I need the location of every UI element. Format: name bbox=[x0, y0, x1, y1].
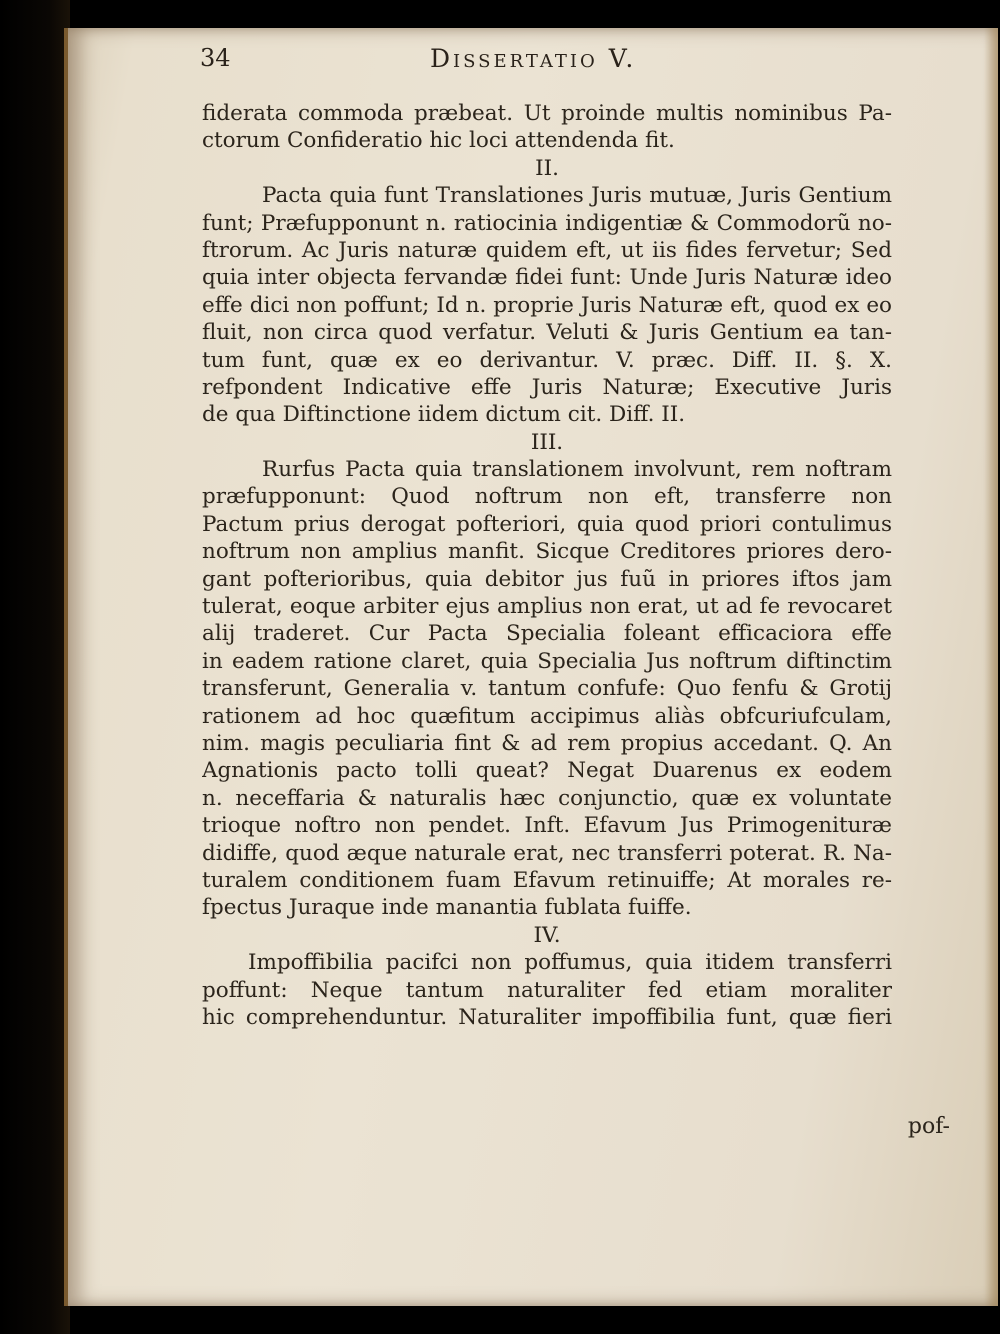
body-text bbox=[202, 100, 892, 1031]
text-line: hic comprehenduntur. Naturaliter impoffibilia funt, quæ fieri bbox=[202, 1004, 892, 1030]
text-line: Rurfus Pacta quia translationem involvunt, rem noftram bbox=[262, 457, 892, 483]
text-line: ctorum Confideratio hic loci attendenda fit. bbox=[202, 128, 675, 154]
text-line: fluit, non circa quod verfatur. Veluti & Juris Gentium ea tan- bbox=[202, 320, 892, 346]
text-line: noftrum non amplius manfit. Sicque Creditores priores dero- bbox=[202, 539, 892, 565]
section-number: III. bbox=[530, 429, 564, 455]
section-number: II. bbox=[535, 155, 559, 181]
text-line: Pactum prius derogat pofteriori, quia quod priori contulimus bbox=[202, 511, 892, 537]
text-line: funt; Præfupponunt n. ratiocinia indigentiæ & Commodorũ no- bbox=[202, 210, 892, 236]
text-line: transferunt, Generalia v. tantum confufe: Quo fenfu & Grotij bbox=[202, 676, 892, 702]
section-number: IV. bbox=[533, 922, 561, 948]
text-line: refpondent Indicative effe Juris Naturæ; Executive Juris bbox=[202, 374, 892, 400]
text-line: præfupponunt: Quod noftrum non eft, transferre non bbox=[202, 484, 892, 510]
text-line: Impoffibilia pacifci non poffumus, quia itidem transferri bbox=[248, 950, 892, 976]
text-line: trioque noftro non pendet. Inft. Efavum Jus Primogenituræ bbox=[202, 813, 892, 839]
text-line: rationem ad hoc quæfitum accipimus aliàs obfcuriufculam, bbox=[202, 703, 892, 729]
text-line: n. neceffaria & naturalis hæc conjunctio, quæ ex voluntate bbox=[202, 785, 892, 811]
text-line: tulerat, eoque arbiter ejus amplius non erat, ut ad fe revocaret bbox=[202, 594, 892, 620]
text-line: quia inter objecta fervandæ fidei funt: Unde Juris Naturæ ideo bbox=[202, 265, 892, 291]
text-line: turalem conditionem fuam Efavum retinuiffe; At morales re- bbox=[202, 867, 892, 893]
text-line: ftrorum. Ac Juris naturæ quidem eft, ut iis fides fervetur; Sed bbox=[202, 237, 892, 263]
text-line: fpectus Juraque inde manantia fublata fuiffe. bbox=[202, 895, 692, 921]
page-number: 34 bbox=[200, 44, 231, 72]
text-line: alij traderet. Cur Pacta Specialia foleant efficaciora effe bbox=[202, 621, 892, 647]
text-line: nim. magis peculiaria fint & ad rem propius accedant. Q. An bbox=[202, 730, 892, 756]
text-line: de qua Diftinctione iidem dictum cit. Diff. II. bbox=[202, 402, 686, 428]
text-line: gant pofterioribus, quia debitor jus fuũ in priores iftos jam bbox=[202, 566, 892, 592]
page-header bbox=[200, 44, 820, 84]
text-line: tum funt, quæ ex eo derivantur. V. præc. Diff. II. §. X. bbox=[202, 347, 892, 373]
catchword: pof- bbox=[907, 1114, 950, 1139]
text-line: fiderata commoda præbeat. Ut proinde multis nominibus Pa- bbox=[202, 101, 892, 126]
text-line: didiffe, quod æque naturale erat, nec transferri poterat. R. Na- bbox=[202, 840, 892, 866]
text-line: Pacta quia funt Translationes Juris mutuæ, Juris Gentium bbox=[262, 183, 892, 209]
text-line: Agnationis pacto tolli queat? Negat Duarenus ex eodem bbox=[202, 758, 892, 784]
book-spine-shadow bbox=[0, 0, 70, 1334]
text-line: effe dici non poffunt; Id n. proprie Juris Naturæ eft, quod ex eo bbox=[202, 292, 892, 318]
running-title: Dissertatio V. bbox=[430, 44, 637, 73]
text-line: in eadem ratione claret, quia Specialia Jus noftrum diftinctim bbox=[202, 648, 892, 674]
text-line: poffunt: Neque tantum naturaliter fed etiam moraliter bbox=[202, 977, 892, 1003]
